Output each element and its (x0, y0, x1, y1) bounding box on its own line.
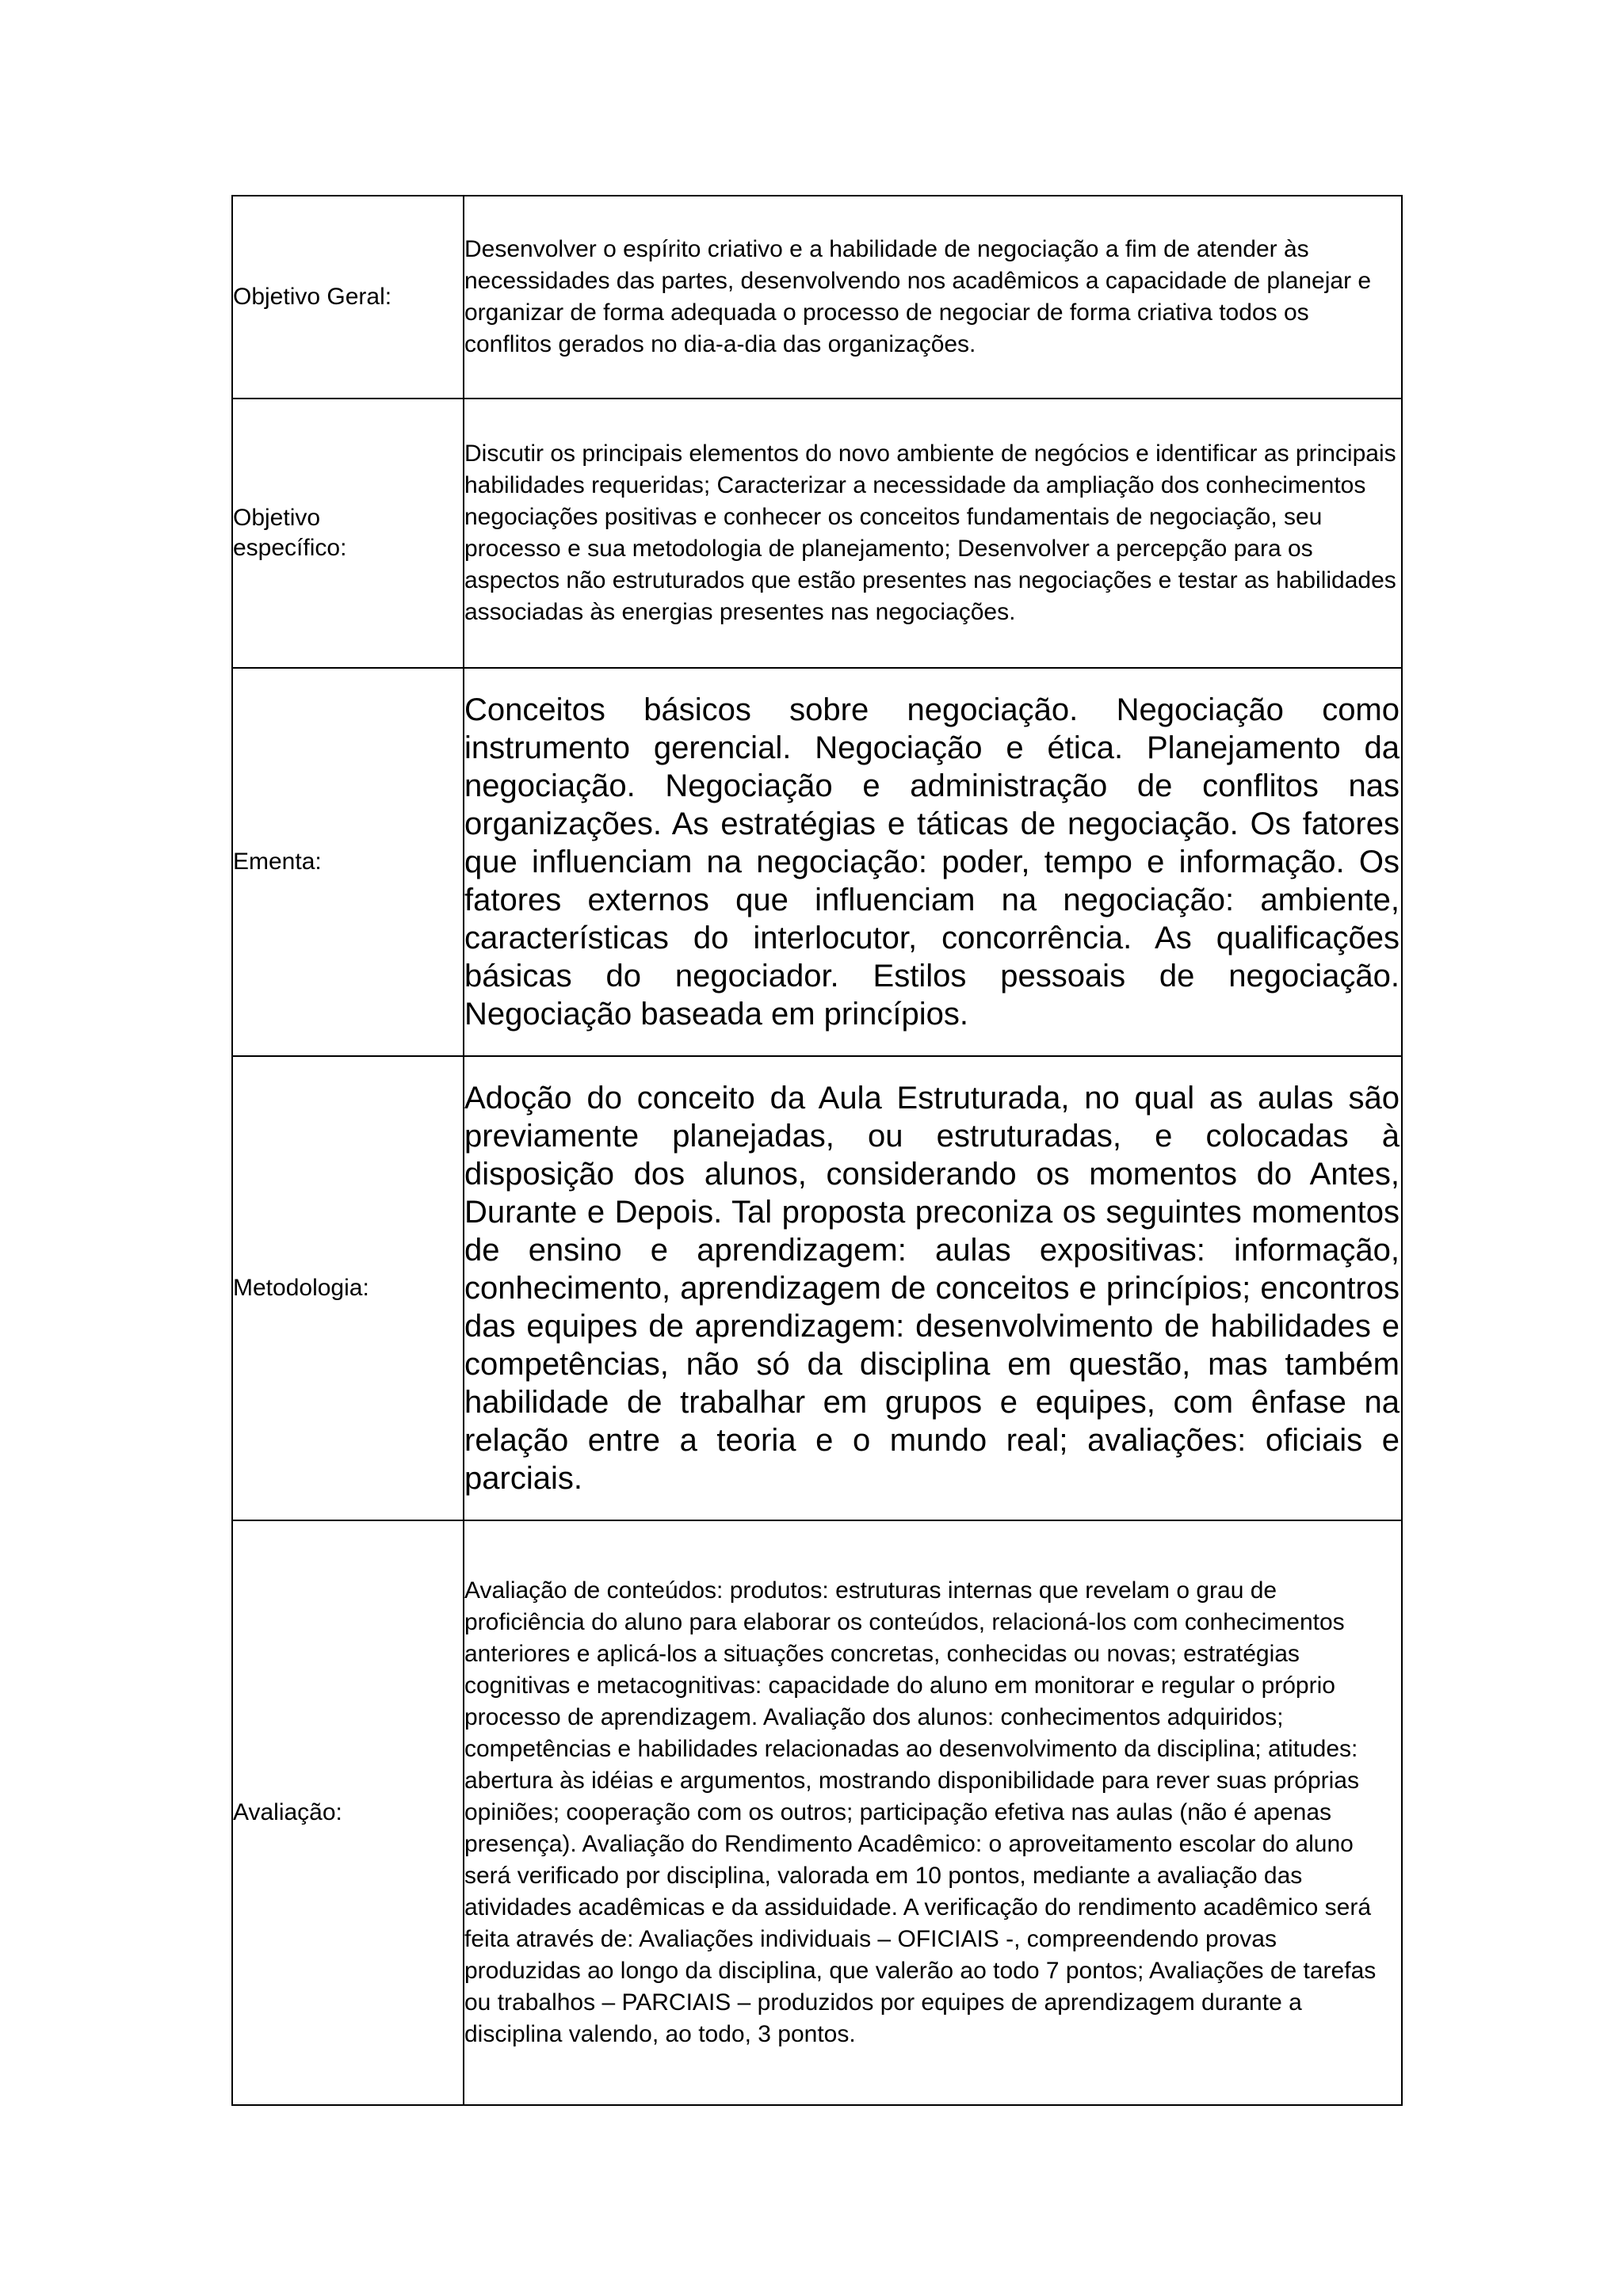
objetivo-especifico-text: Discutir os principais elementos do novo ambiente de negócios e identificar as principais habilidades requeridas; Caracterizar a necessidade da ampliação dos conhecimentos negociações positivas e conhecer os conceitos fundamentais de negociação, seu processo e sua metodologia de planejamento; Desenvolver a percepção para os aspectos não estruturados que estão presentes nas negociações e testar as habilidades associadas às energias presentes nas negociações. (464, 441, 1396, 625)
label-ementa: Ementa: (232, 668, 464, 1056)
metodologia-text: Adoção do conceito da Aula Estruturada, no qual as aulas são previamente planejadas, ou estruturadas, e colocadas à disposição dos alunos, considerando os momentos do Antes, Durante e Depois. Tal proposta preconiza os seguintes momentos de ensino e aprendizagem: aulas expositivas: informação, conhecimento, aprendizagem de conceitos e princípios; encontros das equipes de aprendizagem: desenvolvimento de habilidades e competências, não só da disciplina em questão, mas também habilidade de trabalhar em grupos e equipes, com ênfase na relação entre a teoria e o mundo real; avaliações: oficiais e parciais. (464, 1081, 1400, 1496)
content-cell-objetivo-geral (464, 196, 1402, 399)
content-cell-metodologia (464, 1056, 1402, 1520)
syllabus-table (231, 195, 1403, 2106)
table-row-ementa (232, 668, 1402, 1056)
label-avaliacao: Avaliação: (232, 1520, 464, 2105)
table-row-objetivo-geral (232, 196, 1402, 399)
label-objetivo-geral: Objetivo Geral: (232, 196, 464, 399)
table-row-metodologia (232, 1056, 1402, 1520)
avaliacao-text: Avaliação de conteúdos: produtos: estruturas internas que revelam o grau de proficiência do aluno para elaborar os conteúdos, relacioná-los com conhecimentos anteriores e aplicá-los a situações concretas, conhecidas ou novas; estratégias cognitivas e metacognitivas: capacidade do aluno em monitorar e regular o próprio processo de aprendizagem. Avaliação dos alunos: conhecimentos adquiridos; competências e habilidades relacionadas ao desenvolvimento da disciplina; atitudes: abertura às idéias e argumentos, mostrando disponibilidade para rever suas próprias opiniões; cooperação com os outros; participação efetiva nas aulas (não é apenas presença). Avaliação do Rendimento Acadêmico: o aproveitamento escolar do aluno será verificado por disciplina, valorada em 10 pontos, mediante a avaliação das atividades acadêmicas e da assiduidade. A verificação do rendimento acadêmico será feita através de: Avaliações individuais – OFICIAIS -, compreendendo provas produzidas ao longo da disciplina, que valerão ao todo 7 pontos; Avaliações de tarefas ou trabalhos – PARCIAIS – produzidos por equipes de aprendizagem durante a disciplina valendo, ao todo, 3 pontos. (464, 1577, 1377, 2047)
label-objetivo-especifico (232, 399, 464, 668)
objetivo-geral-text: Desenvolver o espírito criativo e a habilidade de negociação a fim de atender às necessidades das partes, desenvolvendo nos acadêmicos a capacidade de planejar e organizar de forma adequada o processo de negociar de forma criativa todos os conflitos gerados no dia-a-dia das organizações. (464, 236, 1372, 357)
content-cell-objetivo-especifico (464, 399, 1402, 668)
table-row-objetivo-especifico (232, 399, 1402, 668)
ementa-text: Conceitos básicos sobre negociação. Negociação como instrumento gerencial. Negociação e ética. Planejamento da negociação. Negociação e administração de conflitos nas organizações. As estratégias e táticas de negociação. Os fatores que influenciam na negociação: poder, tempo e informação. Os fatores externos que influenciam na negociação: ambiente, características do interlocutor, concorrência. As qualificações básicas do negociador. Estilos pessoais de negociação. Negociação baseada em princípios. (464, 692, 1400, 1032)
table-row-avaliacao (232, 1520, 1402, 2105)
label-metodologia: Metodologia: (232, 1056, 464, 1520)
content-cell-avaliacao (464, 1520, 1402, 2105)
content-cell-ementa (464, 668, 1402, 1056)
label-objetivo-especifico-text: Objetivo específico: (233, 505, 347, 561)
